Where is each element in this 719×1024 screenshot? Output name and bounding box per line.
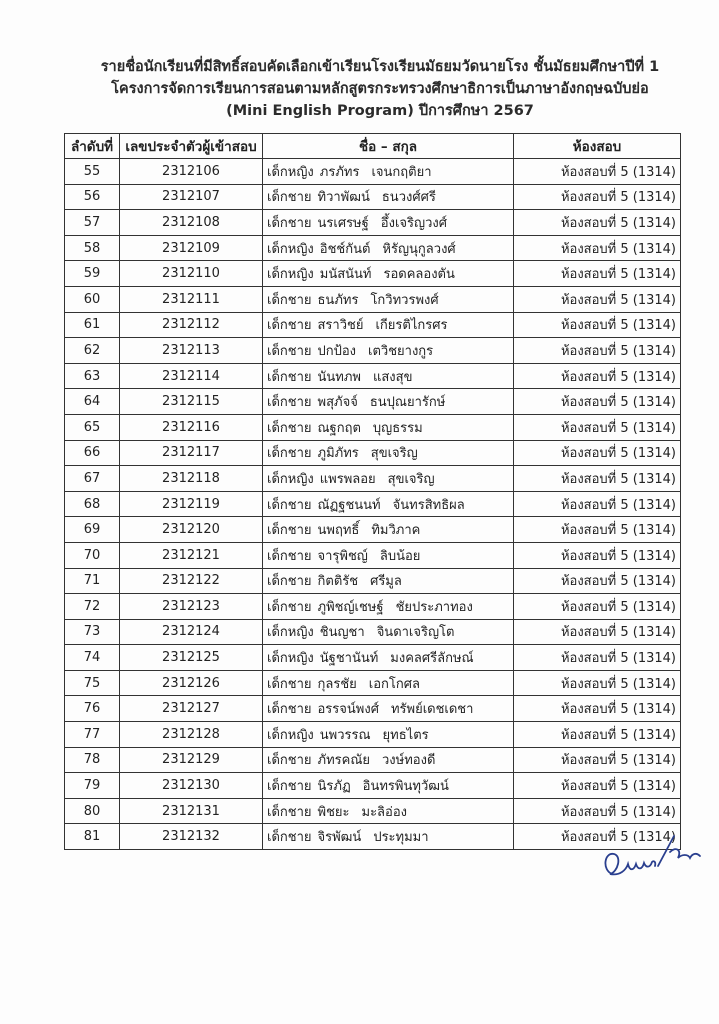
table-row	[65, 722, 681, 748]
row-order-number: 63	[65, 363, 120, 389]
last-name: บุญธรรม	[372, 420, 423, 436]
row-exam-id: 2312120	[120, 517, 263, 543]
last-name: ยุทธไตร	[382, 727, 429, 743]
row-full-name	[263, 722, 514, 748]
name-prefix: เด็กหญิง	[267, 651, 314, 667]
first-name: นพวรรณ	[319, 727, 371, 743]
name-prefix: เด็กชาย	[267, 599, 312, 615]
column-header-exam-room: ห้องสอบ	[514, 134, 681, 159]
row-order-number: 58	[65, 235, 120, 261]
table-row	[65, 363, 681, 389]
row-exam-id: 2312128	[120, 722, 263, 748]
row-exam-id: 2312112	[120, 312, 263, 338]
name-prefix: เด็กชาย	[267, 830, 312, 846]
row-exam-room: ห้องสอบที่ 5 (1314)	[514, 568, 681, 594]
row-order-number: 68	[65, 491, 120, 517]
last-name: จินดาเจริญโต	[376, 625, 455, 641]
row-full-name	[263, 338, 514, 364]
row-full-name	[263, 542, 514, 568]
last-name: ศรีมูล	[370, 574, 402, 590]
first-name: พิชยะ	[317, 804, 350, 820]
row-order-number: 74	[65, 645, 120, 671]
last-name: แสงสุข	[372, 369, 413, 385]
last-name: ทรัพย์เดชเดชา	[390, 702, 474, 718]
first-name: นพฤทธิ์	[317, 523, 360, 539]
name-prefix: เด็กชาย	[267, 497, 312, 513]
name-prefix: เด็กชาย	[267, 215, 312, 231]
last-name: ธนวงศ์ศรี	[381, 190, 436, 206]
row-order-number: 76	[65, 696, 120, 722]
table-row	[65, 696, 681, 722]
row-full-name	[263, 440, 514, 466]
row-exam-id: 2312119	[120, 491, 263, 517]
name-prefix: เด็กชาย	[267, 369, 312, 385]
candidate-table	[64, 133, 681, 850]
row-exam-room: ห้องสอบที่ 5 (1314)	[514, 466, 681, 492]
table-row	[65, 594, 681, 620]
row-full-name	[263, 491, 514, 517]
table-row	[65, 491, 681, 517]
last-name: ธนปุณยารักษ์	[369, 395, 446, 411]
last-name: สุขเจริญ	[370, 446, 418, 462]
row-order-number: 61	[65, 312, 120, 338]
first-name: ทิวาพัฒน์	[317, 190, 370, 206]
row-exam-id: 2312117	[120, 440, 263, 466]
row-exam-id: 2312111	[120, 286, 263, 312]
table-row	[65, 338, 681, 364]
first-name: ภัทรคณัย	[317, 753, 370, 769]
row-exam-room: ห้องสอบที่ 5 (1314)	[514, 594, 681, 620]
row-exam-room: ห้องสอบที่ 5 (1314)	[514, 338, 681, 364]
table-row	[65, 747, 681, 773]
first-name: ภรภัทร	[319, 164, 360, 180]
row-order-number: 65	[65, 414, 120, 440]
row-exam-id: 2312109	[120, 235, 263, 261]
name-prefix: เด็กชาย	[267, 753, 312, 769]
row-order-number: 79	[65, 773, 120, 799]
row-full-name	[263, 747, 514, 773]
row-full-name	[263, 210, 514, 236]
first-name: นิรภัฏ	[317, 779, 351, 795]
row-exam-id: 2312126	[120, 670, 263, 696]
last-name: เตวิชยางกูร	[368, 343, 434, 359]
name-prefix: เด็กชาย	[267, 190, 312, 206]
row-exam-id: 2312106	[120, 159, 263, 185]
row-exam-id: 2312116	[120, 414, 263, 440]
row-exam-room: ห้องสอบที่ 5 (1314)	[514, 210, 681, 236]
first-name: พสุภัจจ์	[317, 395, 358, 411]
row-exam-room: ห้องสอบที่ 5 (1314)	[514, 159, 681, 185]
table-row	[65, 619, 681, 645]
row-exam-id: 2312124	[120, 619, 263, 645]
last-name: โกวิทวรพงศ์	[370, 292, 439, 308]
row-full-name	[263, 235, 514, 261]
row-exam-id: 2312108	[120, 210, 263, 236]
row-full-name	[263, 286, 514, 312]
table-row	[65, 670, 681, 696]
row-exam-id: 2312130	[120, 773, 263, 799]
row-order-number: 80	[65, 798, 120, 824]
table-row	[65, 568, 681, 594]
row-exam-id: 2312125	[120, 645, 263, 671]
name-prefix: เด็กชาย	[267, 292, 312, 308]
row-order-number: 62	[65, 338, 120, 364]
row-exam-room: ห้องสอบที่ 5 (1314)	[514, 747, 681, 773]
row-exam-room: ห้องสอบที่ 5 (1314)	[514, 798, 681, 824]
last-name: ทิมวิภาค	[371, 523, 421, 539]
handwritten-signature	[598, 830, 708, 890]
first-name: ชินญชา	[319, 625, 365, 641]
row-exam-id: 2312127	[120, 696, 263, 722]
name-prefix: เด็กชาย	[267, 779, 312, 795]
name-prefix: เด็กชาย	[267, 574, 312, 590]
last-name: เอกโกศล	[368, 676, 420, 692]
row-order-number: 70	[65, 542, 120, 568]
row-full-name	[263, 414, 514, 440]
row-exam-room: ห้องสอบที่ 5 (1314)	[514, 286, 681, 312]
row-exam-id: 2312131	[120, 798, 263, 824]
first-name: จิรพัฒน์	[317, 830, 362, 846]
name-prefix: เด็กหญิง	[267, 267, 314, 283]
last-name: ลิบน้อย	[379, 548, 421, 564]
first-name: ภูพิชญ์เชษฐ์	[317, 599, 384, 615]
document-title-line-1: รายชื่อนักเรียนที่มีสิทธิ์สอบคัดเลือกเข้าเรียนโรงเรียนมัธยมวัดนายโรง ชั้นมัธยมศึกษาปีที่ 1	[100, 59, 660, 75]
name-prefix: เด็กหญิง	[267, 164, 314, 180]
row-order-number: 55	[65, 159, 120, 185]
table-row	[65, 286, 681, 312]
table-row	[65, 517, 681, 543]
name-prefix: เด็กชาย	[267, 343, 312, 359]
row-order-number: 64	[65, 389, 120, 415]
table-row	[65, 312, 681, 338]
last-name: จันทรสิทธิผล	[392, 497, 465, 513]
row-order-number: 78	[65, 747, 120, 773]
name-prefix: เด็กชาย	[267, 420, 312, 436]
row-exam-id: 2312114	[120, 363, 263, 389]
table-row	[65, 645, 681, 671]
document-title-line-3: (Mini English Program) ปีการศึกษา 2567	[226, 103, 534, 119]
row-order-number: 81	[65, 824, 120, 850]
row-exam-room: ห้องสอบที่ 5 (1314)	[514, 389, 681, 415]
row-exam-id: 2312129	[120, 747, 263, 773]
column-header-order: ลำดับที่	[65, 134, 120, 159]
last-name: อินทรพินทุวัฒน์	[362, 779, 449, 795]
table-row	[65, 466, 681, 492]
row-exam-id: 2312113	[120, 338, 263, 364]
row-order-number: 72	[65, 594, 120, 620]
first-name: ปกป้อง	[317, 343, 357, 359]
table-row	[65, 210, 681, 236]
row-exam-room: ห้องสอบที่ 5 (1314)	[514, 773, 681, 799]
row-full-name	[263, 645, 514, 671]
row-exam-room: ห้องสอบที่ 5 (1314)	[514, 363, 681, 389]
table-row	[65, 184, 681, 210]
first-name: กิตติรัช	[317, 574, 359, 590]
row-order-number: 60	[65, 286, 120, 312]
last-name: เกียรติไกรศร	[375, 318, 448, 334]
name-prefix: เด็กชาย	[267, 548, 312, 564]
row-full-name	[263, 261, 514, 287]
name-prefix: เด็กหญิง	[267, 727, 314, 743]
table-row	[65, 773, 681, 799]
row-exam-id: 2312132	[120, 824, 263, 850]
last-name: เจนกฤติยา	[371, 164, 432, 180]
row-full-name	[263, 696, 514, 722]
name-prefix: เด็กชาย	[267, 523, 312, 539]
table-row	[65, 414, 681, 440]
first-name: มนัสนันท์	[319, 267, 372, 283]
row-full-name	[263, 773, 514, 799]
row-full-name	[263, 363, 514, 389]
last-name: มงคลศรีลักษณ์	[390, 651, 474, 667]
row-exam-id: 2312115	[120, 389, 263, 415]
first-name: จารุพิชญ์	[317, 548, 368, 564]
table-row	[65, 824, 681, 850]
first-name: กุลรชัย	[317, 676, 357, 692]
row-full-name	[263, 670, 514, 696]
row-exam-id: 2312118	[120, 466, 263, 492]
table-header-row	[65, 134, 681, 159]
row-full-name	[263, 312, 514, 338]
first-name: ภูมิภัทร	[317, 446, 359, 462]
row-exam-id: 2312121	[120, 542, 263, 568]
row-exam-room: ห้องสอบที่ 5 (1314)	[514, 184, 681, 210]
row-full-name	[263, 568, 514, 594]
first-name: แพรพลอย	[319, 471, 376, 487]
last-name: อึ้งเจริญวงศ์	[380, 215, 447, 231]
column-header-name: ชื่อ – สกุล	[263, 134, 514, 159]
row-exam-id: 2312107	[120, 184, 263, 210]
name-prefix: เด็กหญิง	[267, 471, 314, 487]
row-full-name	[263, 159, 514, 185]
first-name: ณัฏฐชนนท์	[317, 497, 381, 513]
first-name: นันทภพ	[317, 369, 361, 385]
row-exam-id: 2312110	[120, 261, 263, 287]
last-name: รอดคลองตัน	[383, 267, 455, 283]
row-order-number: 71	[65, 568, 120, 594]
last-name: วงษ์ทองดี	[382, 753, 436, 769]
row-exam-room: ห้องสอบที่ 5 (1314)	[514, 235, 681, 261]
row-order-number: 56	[65, 184, 120, 210]
last-name: ชัยประภาทอง	[395, 599, 473, 615]
first-name: อรรจน์พงศ์	[317, 702, 379, 718]
name-prefix: เด็กชาย	[267, 804, 312, 820]
table-row	[65, 798, 681, 824]
name-prefix: เด็กชาย	[267, 702, 312, 718]
row-exam-id: 2312123	[120, 594, 263, 620]
document-title-line-2: โครงการจัดการเรียนการสอนตามหลักสูตรกระทรวงศึกษาธิการเป็นภาษาอังกฤษฉบับย่อ	[111, 81, 649, 97]
table-row	[65, 261, 681, 287]
table-body	[65, 159, 681, 850]
row-order-number: 77	[65, 722, 120, 748]
row-order-number: 66	[65, 440, 120, 466]
first-name: นัฐชานันท์	[319, 651, 379, 667]
row-exam-id: 2312122	[120, 568, 263, 594]
first-name: ธนภัทร	[317, 292, 359, 308]
name-prefix: เด็กหญิง	[267, 241, 314, 257]
row-full-name	[263, 466, 514, 492]
table-row	[65, 440, 681, 466]
last-name: หิรัญนุกูลวงศ์	[382, 241, 456, 257]
row-full-name	[263, 517, 514, 543]
first-name: ณฐกฤต	[317, 420, 361, 436]
first-name: อิชช์กันต์	[319, 241, 371, 257]
row-exam-room: ห้องสอบที่ 5 (1314)	[514, 261, 681, 287]
row-exam-room: ห้องสอบที่ 5 (1314)	[514, 312, 681, 338]
row-exam-room: ห้องสอบที่ 5 (1314)	[514, 491, 681, 517]
row-exam-room: ห้องสอบที่ 5 (1314)	[514, 824, 681, 850]
row-full-name	[263, 594, 514, 620]
row-full-name	[263, 798, 514, 824]
row-exam-room: ห้องสอบที่ 5 (1314)	[514, 414, 681, 440]
column-header-exam-id: เลขประจำตัวผู้เข้าสอบ	[120, 134, 263, 159]
first-name: สราวิชย์	[317, 318, 364, 334]
last-name: สุขเจริญ	[387, 471, 435, 487]
name-prefix: เด็กชาย	[267, 446, 312, 462]
row-exam-room: ห้องสอบที่ 5 (1314)	[514, 670, 681, 696]
last-name: มะลิอ่อง	[361, 804, 407, 820]
last-name: ประทุมมา	[373, 830, 429, 846]
row-exam-room: ห้องสอบที่ 5 (1314)	[514, 542, 681, 568]
row-full-name	[263, 824, 514, 850]
table-row	[65, 542, 681, 568]
row-order-number: 57	[65, 210, 120, 236]
row-exam-room: ห้องสอบที่ 5 (1314)	[514, 619, 681, 645]
row-full-name	[263, 184, 514, 210]
table-row	[65, 235, 681, 261]
row-order-number: 69	[65, 517, 120, 543]
name-prefix: เด็กชาย	[267, 395, 312, 411]
row-order-number: 59	[65, 261, 120, 287]
table-row	[65, 389, 681, 415]
row-exam-room: ห้องสอบที่ 5 (1314)	[514, 645, 681, 671]
name-prefix: เด็กหญิง	[267, 625, 314, 641]
row-full-name	[263, 619, 514, 645]
row-order-number: 75	[65, 670, 120, 696]
row-order-number: 73	[65, 619, 120, 645]
row-exam-room: ห้องสอบที่ 5 (1314)	[514, 517, 681, 543]
first-name: นรเศรษฐ์	[317, 215, 369, 231]
table-row	[65, 159, 681, 185]
row-order-number: 67	[65, 466, 120, 492]
row-exam-room: ห้องสอบที่ 5 (1314)	[514, 722, 681, 748]
row-exam-room: ห้องสอบที่ 5 (1314)	[514, 440, 681, 466]
name-prefix: เด็กชาย	[267, 318, 312, 334]
name-prefix: เด็กชาย	[267, 676, 312, 692]
row-full-name	[263, 389, 514, 415]
row-exam-room: ห้องสอบที่ 5 (1314)	[514, 696, 681, 722]
